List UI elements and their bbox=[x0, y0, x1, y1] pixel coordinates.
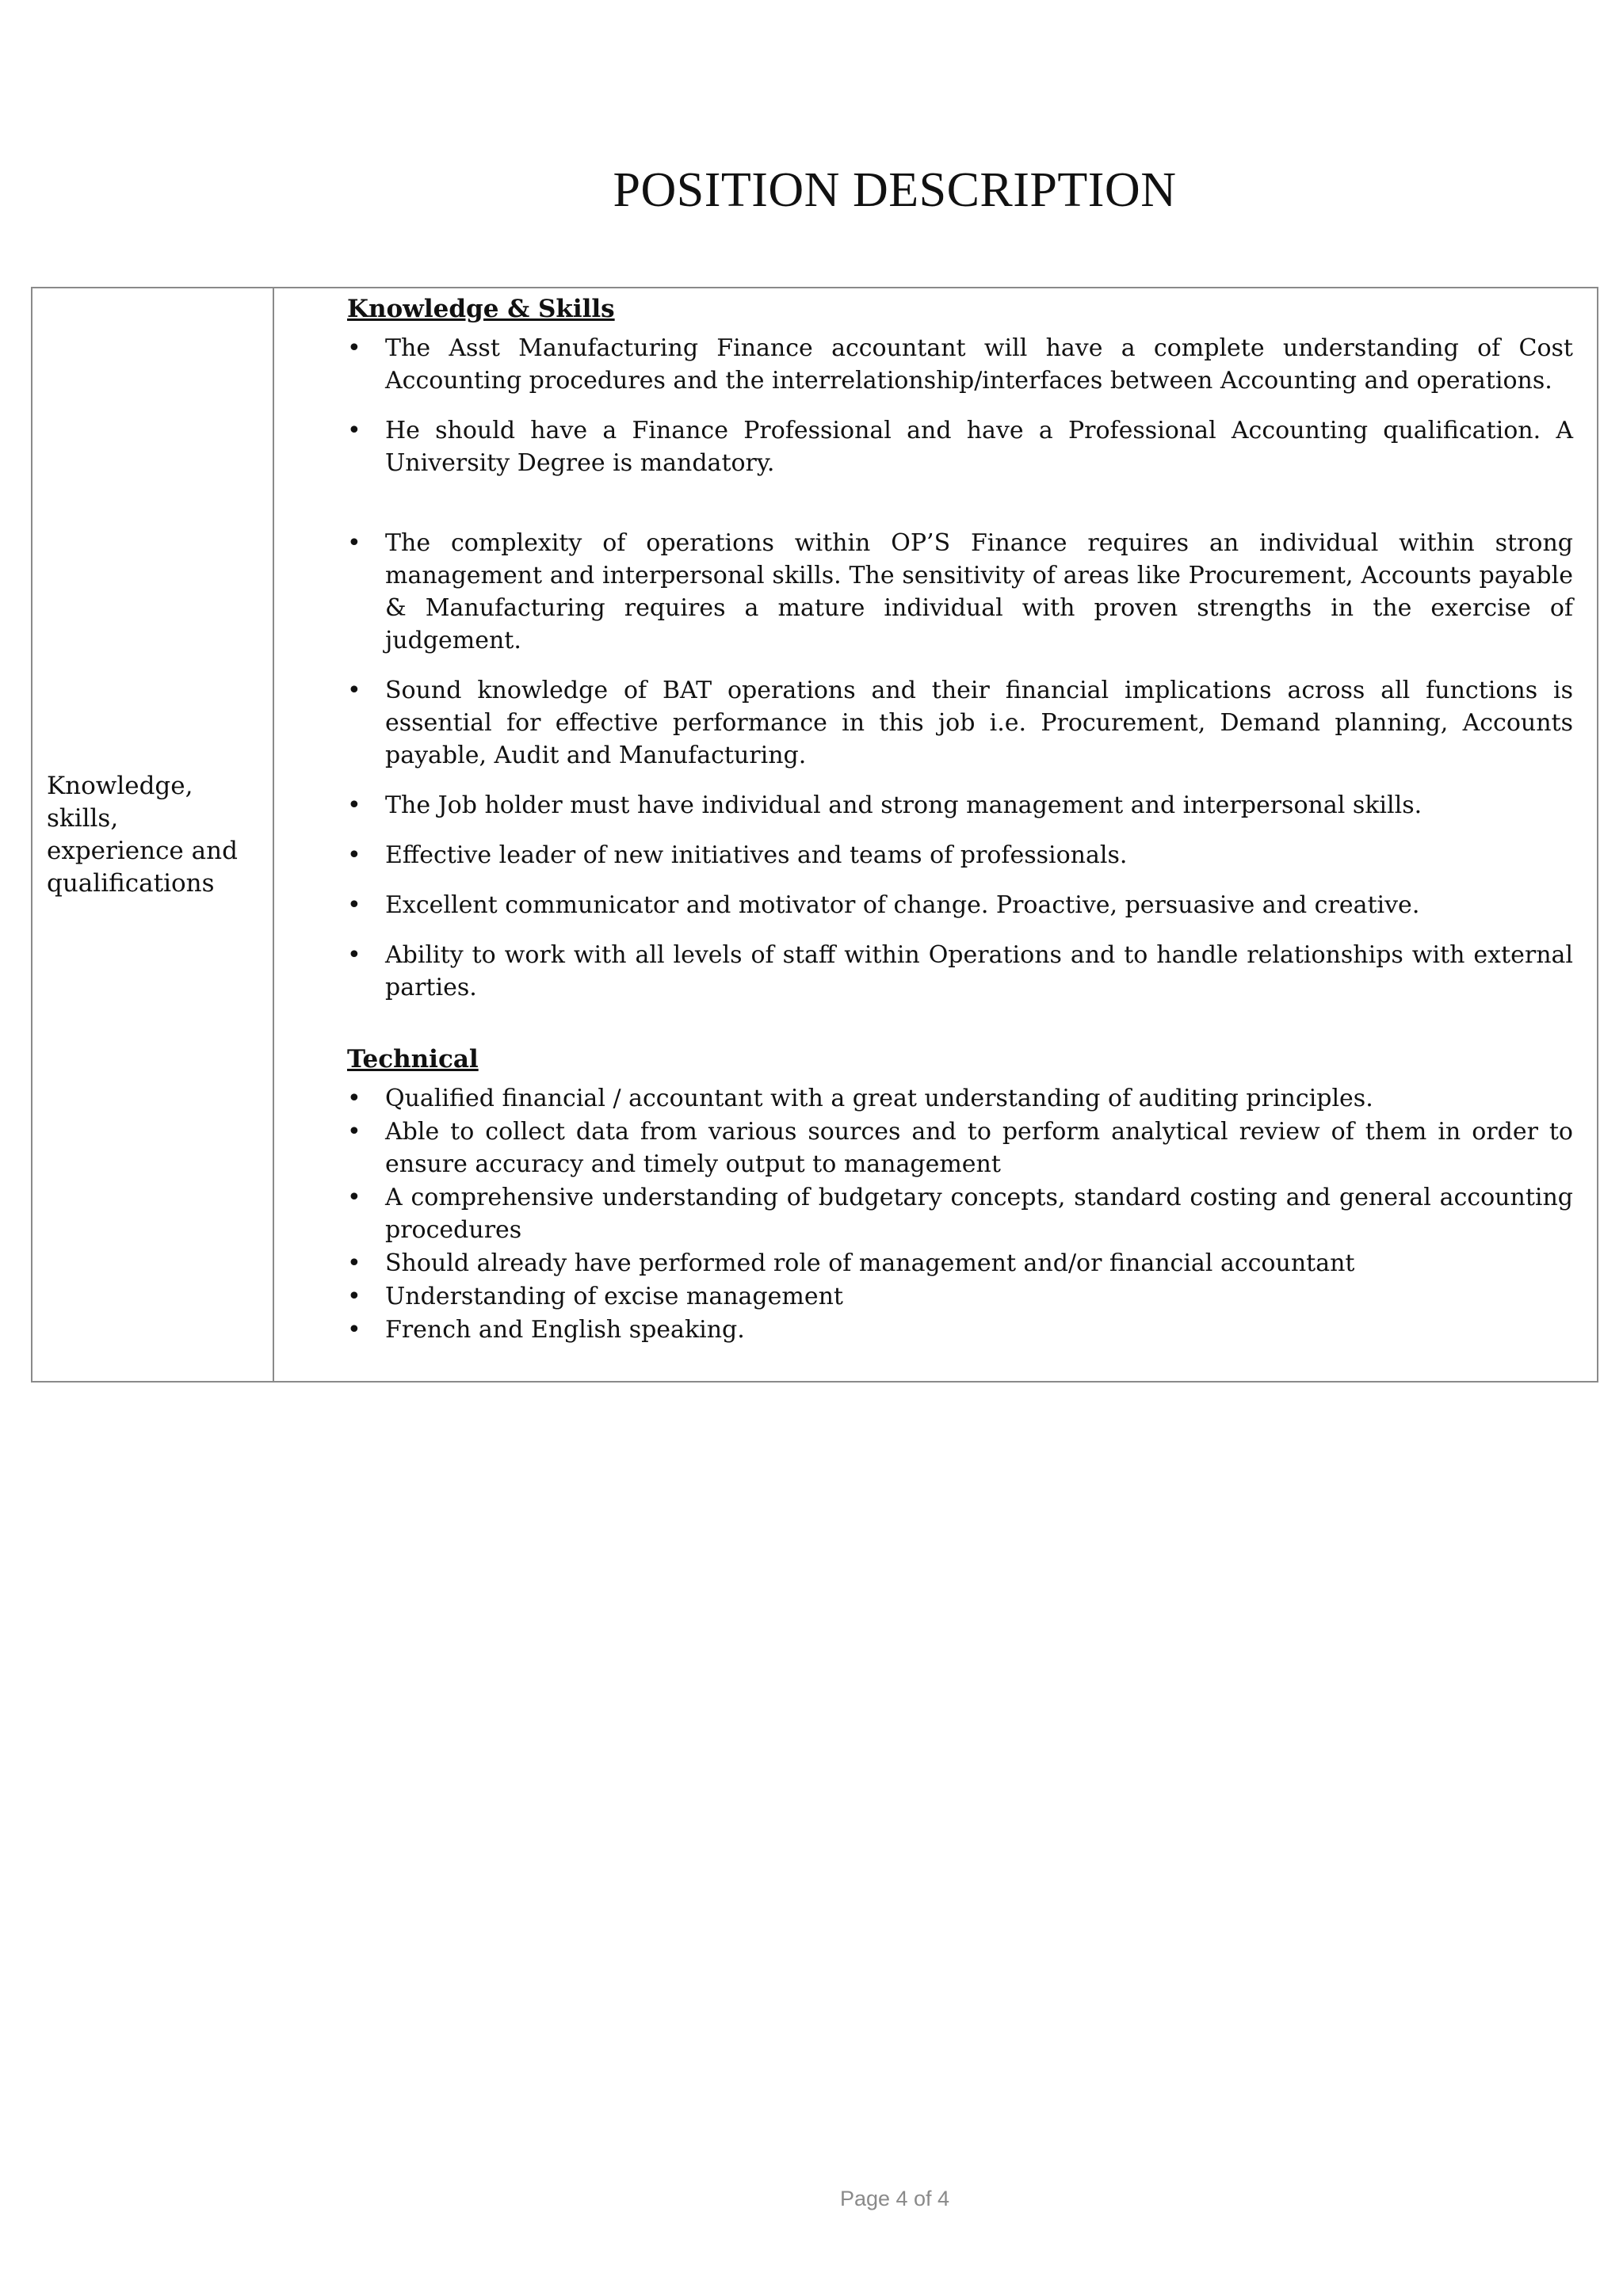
list-item bbox=[347, 674, 1573, 772]
list-item bbox=[347, 1116, 1573, 1180]
bullet-icon: • bbox=[347, 1085, 361, 1112]
bullet-icon: • bbox=[347, 841, 361, 869]
list-item bbox=[347, 1314, 1573, 1346]
bullet-icon: • bbox=[347, 791, 361, 819]
page-title: POSITION DESCRIPTION bbox=[613, 163, 1177, 217]
bullet-icon: • bbox=[347, 1283, 361, 1310]
list-item bbox=[347, 939, 1573, 1004]
list-item-text: Ability to work with all levels of staff within Operations and to handle relationships with external parties. bbox=[385, 941, 1573, 1001]
bullet-icon: • bbox=[347, 677, 361, 704]
list-item bbox=[347, 414, 1573, 479]
list-item bbox=[347, 1082, 1573, 1115]
bullet-icon: • bbox=[347, 1249, 361, 1277]
knowledge-heading: Knowledge & Skills bbox=[347, 295, 615, 323]
bullet-icon: • bbox=[347, 941, 361, 969]
knowledge-list bbox=[347, 332, 1573, 1004]
list-item-text: Effective leader of new initiatives and teams of professionals. bbox=[385, 841, 1128, 869]
list-item-text: The complexity of operations within OP’S Finance requires an individual within strong management and interpersonal skills. The sensitivity of areas like Procurement, Accounts payable & Manufacturing requires a mature individual with proven strengths in the exercise of judgement. bbox=[385, 529, 1573, 654]
list-item bbox=[347, 1247, 1573, 1280]
list-item-text: Excellent communicator and motivator of change. Proactive, persuasive and creative. bbox=[385, 891, 1420, 919]
bullet-icon: • bbox=[347, 1316, 361, 1344]
list-item bbox=[347, 889, 1573, 921]
technical-heading: Technical bbox=[347, 1045, 479, 1074]
list-item bbox=[347, 789, 1573, 822]
bullet-icon: • bbox=[347, 1184, 361, 1211]
bullet-icon: • bbox=[347, 529, 361, 557]
bullet-icon: • bbox=[347, 334, 361, 362]
page-footer: Page 4 of 4 bbox=[839, 2187, 950, 2210]
list-item-text: Should already have performed role of management and/or financial accountant bbox=[385, 1249, 1355, 1277]
list-item-text: The Job holder must have individual and strong management and interpersonal skills. bbox=[385, 791, 1423, 819]
list-item bbox=[347, 1280, 1573, 1313]
list-item-text: Qualified financial / accountant with a great understanding of auditing principles. bbox=[385, 1085, 1373, 1112]
row-label-cell bbox=[32, 288, 273, 1382]
list-item bbox=[347, 839, 1573, 871]
list-item bbox=[347, 332, 1573, 397]
list-item-text: French and English speaking. bbox=[385, 1316, 745, 1344]
list-item-text: The Asst Manufacturing Finance accountant will have a complete understanding of Cost Accounting procedures and the interrelationship/interfaces between Accounting and operations. bbox=[385, 334, 1573, 395]
list-item bbox=[347, 1181, 1573, 1246]
bullet-icon: • bbox=[347, 417, 361, 444]
technical-list bbox=[347, 1082, 1573, 1346]
row-label: Knowledge, skills, experience and qualifications bbox=[47, 771, 238, 898]
bullet-icon: • bbox=[347, 891, 361, 919]
list-item-text: A comprehensive understanding of budgetary concepts, standard costing and general accounting procedures bbox=[385, 1184, 1573, 1244]
table-row bbox=[32, 288, 1598, 1382]
bullet-icon: • bbox=[347, 1118, 361, 1146]
list-item-text: He should have a Finance Professional and have a Professional Accounting qualification. A University Degree is mandatory. bbox=[385, 417, 1573, 477]
list-item-text: Understanding of excise management bbox=[385, 1283, 843, 1310]
list-item-text: Able to collect data from various sources and to perform analytical review of them in order to ensure accuracy and timely output to management bbox=[385, 1118, 1573, 1178]
position-table bbox=[31, 287, 1598, 1383]
list-item-text: Sound knowledge of BAT operations and their financial implications across all functions is essential for effective performance in this job i.e. Procurement, Demand planning, Accounts payable, Audit and Manufacturing. bbox=[385, 677, 1573, 769]
row-content-cell bbox=[273, 288, 1598, 1382]
list-item bbox=[347, 527, 1573, 657]
